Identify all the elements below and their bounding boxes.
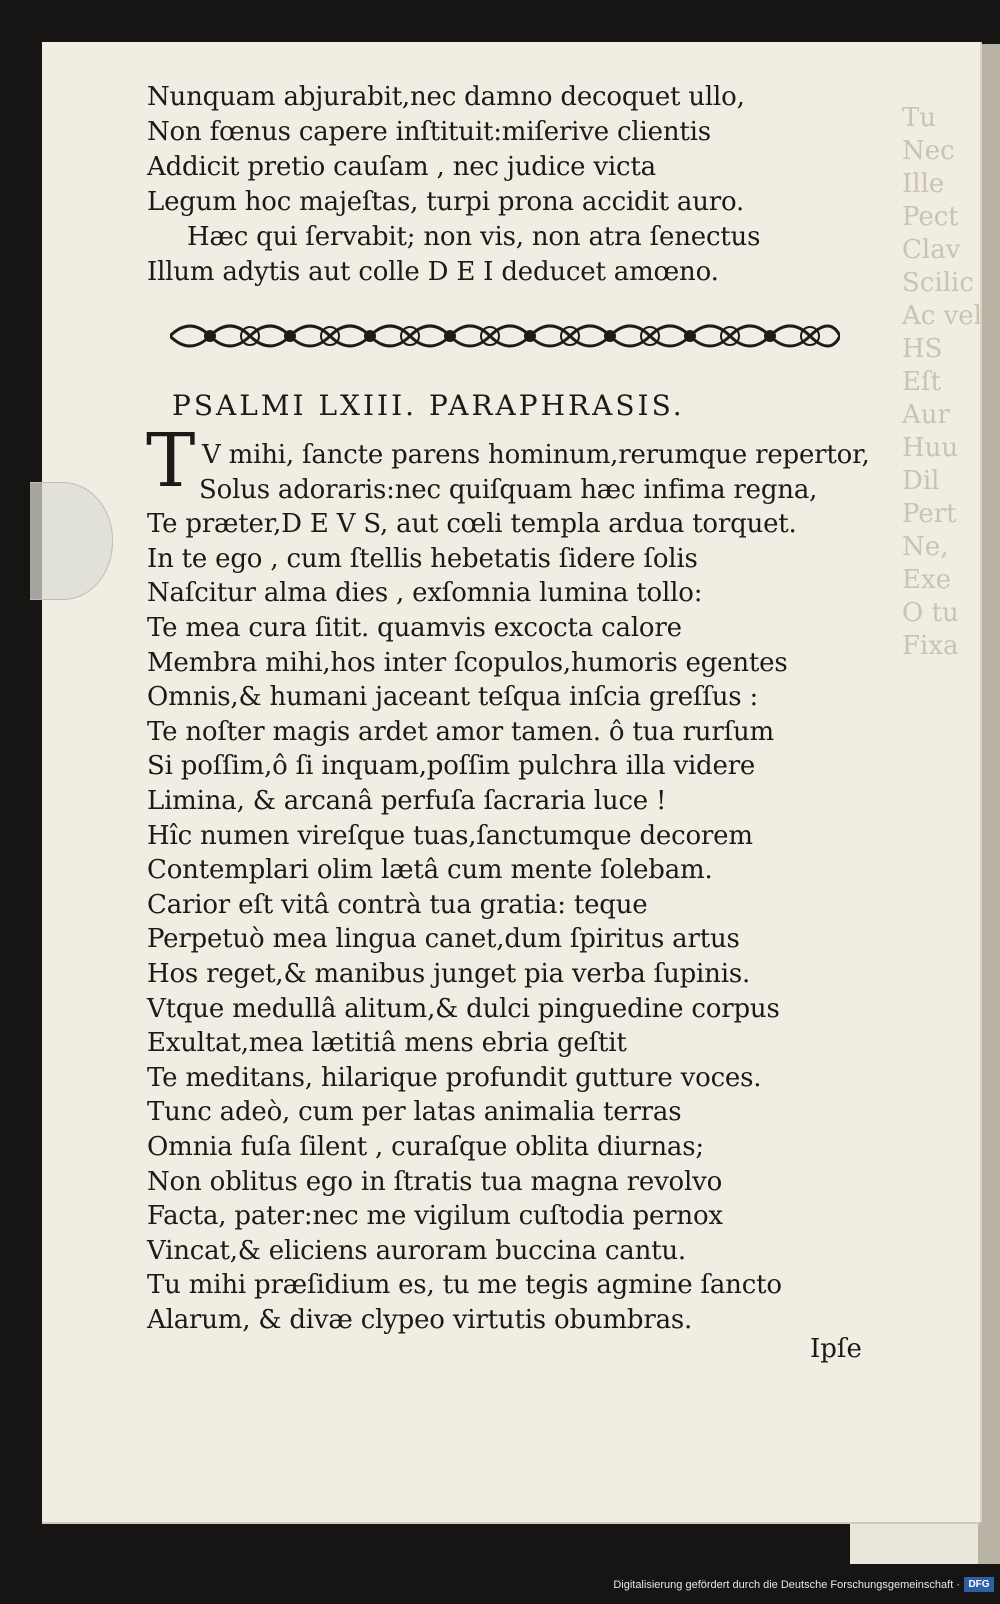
psalm-line: Carior eſt vitâ contrà tua gratia: teque (147, 890, 648, 920)
psalm-line: Tunc adeò, cum per latas animalia terras (147, 1097, 682, 1127)
bleed-through-line: O tu (902, 598, 959, 628)
psalm-line: Tu mihi præſidium es, tu me tegis agmine ſancto (147, 1270, 782, 1300)
bleed-through-line: Eſt (902, 367, 942, 397)
footer-credit: Digitalisierung gefördert durch die Deutsche Forschungsgemeinschaft · (613, 1579, 960, 1591)
psalm-line: Hos reget,& manibus junget pia verba ſupinis. (147, 959, 751, 989)
bleed-through-line: Tu (902, 103, 937, 133)
psalm-line: Non oblitus ego in ſtratis tua magna revolvo (147, 1167, 723, 1197)
psalm-line: Naſcitur alma dies , exſomnia lumina tollo: (147, 578, 703, 608)
bleed-through-line: Ille (902, 169, 945, 199)
psalm-line: Membra mihi,hos inter ſcopulos,humoris egentes (147, 648, 788, 678)
bleed-through-line: Scilic (902, 268, 974, 298)
verse-line: Illum adytis aut colle D E I deducet amœno. (147, 257, 719, 287)
bleed-through-line: Exe (902, 565, 952, 595)
psalm-line: Limina, & arcanâ perfuſa ſacraria luce ! (147, 786, 667, 816)
bleed-through-line: Aur (902, 400, 950, 430)
verse-line: Legum hoc majeſtas, turpi prona accidit auro. (147, 187, 745, 217)
bleed-through-line: Dil (902, 466, 940, 496)
psalm-line: Te mea cura ſitit. quamvis excocta calore (147, 613, 682, 643)
psalm-line: Solus adoraris:nec quiſquam hæc infima regna, (199, 475, 818, 505)
psalm-line: Hîc numen vireſque tuas,ſanctumque decorem (147, 821, 753, 851)
psalm-line: Vtque medullâ alitum,& dulci pinguedine corpus (147, 994, 780, 1024)
psalm-line: Alarum, & divæ clypeo virtutis obumbras. (147, 1305, 693, 1335)
verse-line: Non fœnus capere inſtituit:miſerive clientis (147, 117, 711, 147)
verse-line: Hæc qui ſervabit; non vis, non atra ſenectus (187, 222, 761, 252)
ornament-band (170, 314, 840, 358)
psalm-line: In te ego , cum ſtellis hebetatis ſidere ſolis (147, 544, 698, 574)
bleed-through-line: Nec (902, 136, 955, 166)
bleed-through-line: Ac vel (902, 301, 982, 331)
bleed-through-text (902, 102, 1000, 1402)
psalm-line: Omnia fuſa ſilent , curaſque oblita diurnas; (147, 1132, 704, 1162)
bleed-through-line: Clav (902, 235, 961, 265)
psalm-heading: PSALMI LXIII. PARAPHRASIS. (172, 389, 685, 422)
bleed-through-line: Huu (902, 433, 959, 463)
catchword: Ipſe (810, 1334, 862, 1364)
psalm-line: V mihi, ſancte parens hominum,rerumque repertor, (202, 440, 870, 470)
psalm-line: Te præter,D E V S, aut cœli templa ardua torquet. (147, 509, 797, 539)
dfg-logo: DFG (964, 1577, 994, 1592)
bleed-through-line: Pert (902, 499, 957, 529)
footer-bar (0, 1568, 1000, 1604)
psalm-line: Te meditans, hilarique profundit gutture voces. (147, 1063, 762, 1093)
psalm-line: Perpetuò mea lingua canet,dum ſpiritus artus (147, 924, 740, 954)
psalm-line: Exultat,mea lætitiâ mens ebria geſtit (147, 1028, 627, 1058)
book-page (42, 42, 980, 1522)
bleed-through-line: Fixa (902, 631, 959, 661)
drop-capital: T (146, 418, 196, 504)
psalm-line: Facta, pater:nec me vigilum cuſtodia pernox (147, 1201, 723, 1231)
psalm-line: Si poſſim,ô ſi inquam,poſſim pulchra illa videre (147, 751, 756, 781)
bleed-through-line: HS (902, 334, 943, 364)
bleed-through-line: Pect (902, 202, 959, 232)
psalm-line: Contemplari olim lætâ cum mente ſolebam. (147, 855, 713, 885)
verse-line: Addicit pretio cauſam , nec judice victa (147, 152, 656, 182)
psalm-line: Te noſter magis ardet amor tamen. ô tua rurſum (147, 717, 774, 747)
bleed-through-line: Ne, (902, 532, 949, 562)
psalm-line: Omnis,& humani jaceant teſqua inſcia greſſus : (147, 682, 759, 712)
psalm-line: Vincat,& eliciens auroram buccina cantu. (147, 1236, 686, 1266)
verse-line: Nunquam abjurabit,nec damno decoquet ullo, (147, 82, 745, 112)
